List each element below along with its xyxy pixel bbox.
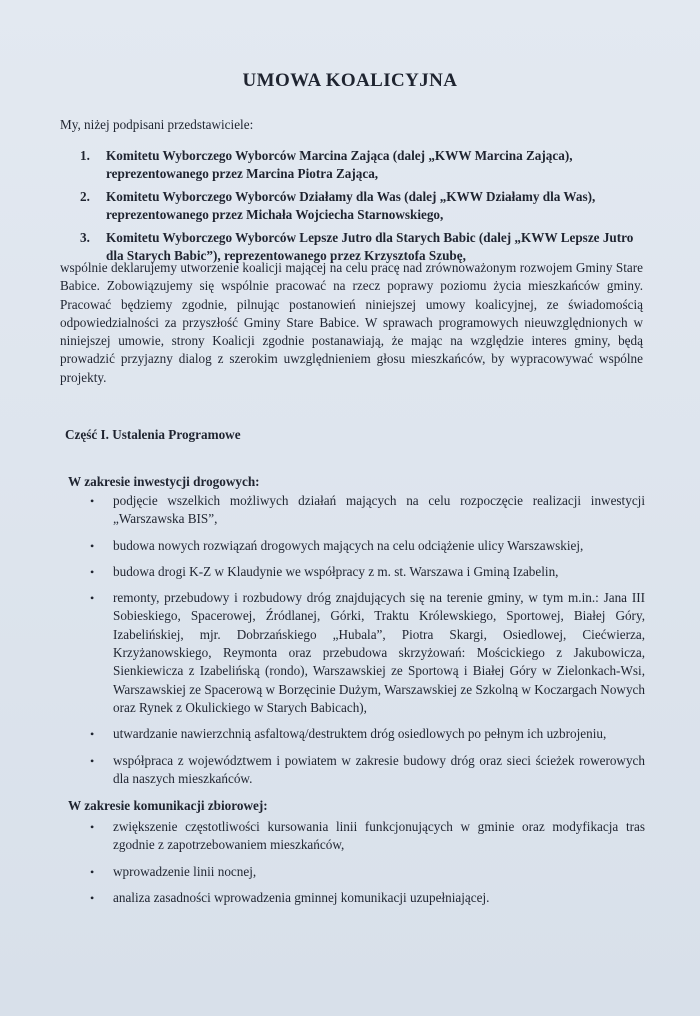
list-item-text: analiza zasadności wprowadzenia gminnej komunikacji uzupełniającej. bbox=[113, 889, 490, 905]
party-text: Komitetu Wyborczego Wyborców Działamy dla Was (dalej „KWW Działamy dla Was), reprezentowanego przez Michała Wojciecha Starnowskiego, bbox=[106, 189, 596, 222]
intro-text: My, niżej podpisani przedstawiciele: bbox=[60, 117, 254, 132]
party-number: 3. bbox=[80, 230, 90, 245]
list-item bbox=[90, 863, 645, 881]
list-item-text: budowa nowych rozwiązań drogowych mających na celu odciążenie ulicy Warszawskiej, bbox=[113, 537, 584, 553]
list-item-text: zwiększenie częstotliwości kursowania linii funkcjonujących w gminie oraz modyfikacja tras zgodnie z zapotrzebowaniem mieszkańców, bbox=[113, 819, 645, 853]
bullet-icon: • bbox=[90, 727, 95, 742]
bullet-icon: • bbox=[90, 538, 95, 553]
party-number: 1. bbox=[80, 148, 90, 163]
public-transport-list bbox=[90, 818, 645, 915]
list-item bbox=[90, 492, 645, 529]
bullet-icon: • bbox=[90, 864, 95, 879]
list-item-text: utwardzanie nawierzchnią asfaltową/destruktem dróg osiedlowych po pełnym ich uzbrojeniu, bbox=[113, 726, 607, 742]
list-item bbox=[90, 537, 645, 555]
list-item-text: podjęcie wszelkich możliwych działań mających na celu rozpoczęcie realizacji inwestycji „Warszawska BIS”, bbox=[113, 493, 645, 527]
list-item bbox=[90, 889, 645, 907]
list-item-text: budowa drogi K-Z w Klaudynie we współpracy z m. st. Warszawa i Gminą Izabelin, bbox=[113, 563, 559, 579]
list-item-text: remonty, przebudowy i rozbudowy dróg znajdujących się na terenie gminy, w tym m.in.: Jana III Sobieskiego, Spacerowej, Źródlanej, Górki, Traktu Królewskiego, Sportowej, Białej Góry, Izabelińskiej, mjr. Dobrzańskiego „Hubala”, Piotra Skargi, Osiedlowej, Ciećwierza, Krzyżanowskiego, Reymonta oraz przebudowa skrzyżowań: Mościckiego z Jakubowicza, Sienkiewicza z Izabelińską (rondo), Warszawskiej ze Sportową i Białej Góry w Zielonkach-Wsi, Warszawskiej ze Spacerową w Borzęcinie Dużym, Warszawskiej ze Szkolną w Koczargach Nowych oraz Rynek z Okulickiego w Starych Babicach), bbox=[113, 590, 645, 715]
list-item bbox=[90, 563, 645, 581]
bullet-icon: • bbox=[90, 564, 95, 579]
list-item bbox=[90, 725, 645, 743]
bullet-icon: • bbox=[90, 494, 95, 508]
party-item bbox=[80, 147, 645, 183]
party-text: Komitetu Wyborczego Wyborców Marcina Zająca (dalej „KWW Marcina Zająca), reprezentowanego przez Marcina Piotra Zająca, bbox=[106, 148, 573, 181]
bullet-icon: • bbox=[90, 753, 95, 768]
parties-list bbox=[80, 147, 645, 270]
document-title: UMOWA KOALICYJNA bbox=[242, 70, 458, 91]
bullet-icon: • bbox=[90, 890, 95, 905]
list-item bbox=[90, 589, 645, 717]
list-item-text: wprowadzenie linii nocnej, bbox=[113, 863, 257, 879]
list-item bbox=[90, 818, 645, 855]
list-item-text: współpraca z województwem i powiatem w zakresie budowy dróg oraz sieci ścieżek rowerowych dla naszych mieszkańców. bbox=[113, 752, 645, 786]
road-investments-heading: W zakresie inwestycji drogowych: bbox=[68, 474, 260, 489]
section-title: Część I. Ustalenia Programowe bbox=[65, 427, 241, 442]
party-text: Komitetu Wyborczego Wyborców Lepsze Jutro dla Starych Babic (dalej „KWW Lepsze Jutro dla Starych Babic”), reprezentowanego przez Krzysztofa Szubę, bbox=[106, 230, 634, 263]
party-item bbox=[80, 188, 645, 224]
bullet-icon: • bbox=[90, 591, 95, 606]
bullet-icon: • bbox=[90, 820, 95, 834]
road-investments-list bbox=[90, 492, 645, 796]
declaration-paragraph: wspólnie deklarujemy utworzenie koalicji mającej na celu pracę nad zrównoważonym rozwojem Gminy Stare Babice. Zobowiązujemy się wspólnie pracować na rzecz poprawy poziomu życia mieszkańców gminy. Pracować będziemy zgodnie, pilnując postanowień niniejszej umowy koalicyjnej, ze świadomością odpowiedzialności za przyszłość Gminy Stare Babice. W sprawach programowych nieuwzględnionych w niniejszej umowie, strony Koalicji zgodnie postanawiają, że mając na względzie interes gminy, będą prowadzić przyjazny dialog z szerokim uwzględnieniem głosu mieszkańców, by wypracowywać wspólne projekty. bbox=[60, 260, 643, 385]
list-item bbox=[90, 752, 645, 789]
party-number: 2. bbox=[80, 189, 90, 204]
public-transport-heading: W zakresie komunikacji zbiorowej: bbox=[68, 798, 268, 813]
